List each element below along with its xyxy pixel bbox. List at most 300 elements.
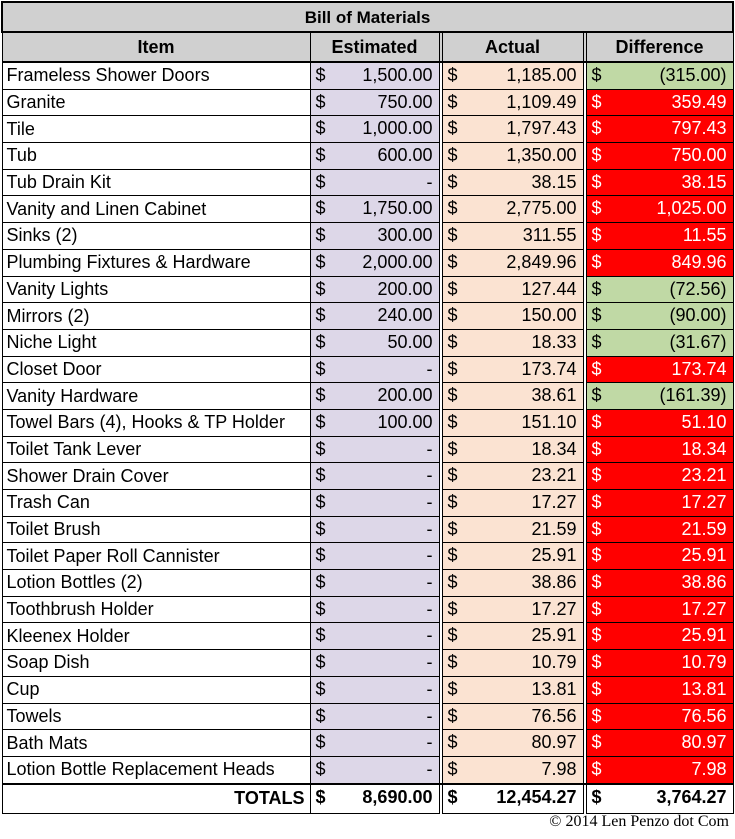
totals-difference [586,784,733,814]
currency-symbol: $ [447,545,458,566]
actual-cell [442,329,583,356]
estimated-value: 200.00 [377,385,433,406]
difference-cell [586,463,733,490]
actual-cell [442,409,583,436]
actual-cell [442,676,583,703]
currency-symbol: $ [315,705,326,726]
difference-value: 76.56 [681,705,727,726]
currency-symbol: $ [447,171,458,192]
currency-symbol: $ [315,786,326,807]
estimated-cell [310,116,439,143]
difference-value: (90.00) [669,305,727,326]
actual-value: 21.59 [531,518,577,539]
table-row [2,650,733,677]
actual-value: 311.55 [522,225,577,246]
actual-value: 151.10 [521,411,577,432]
estimated-value: - [426,652,433,673]
actual-value: 127.44 [521,278,577,299]
actual-cell [442,116,583,143]
estimated-cell [310,516,439,543]
currency-symbol: $ [315,65,326,85]
difference-cell [586,303,733,330]
currency-symbol: $ [591,598,602,619]
table-row [2,223,733,250]
difference-cell [586,116,733,143]
currency-symbol: $ [591,438,602,459]
currency-symbol: $ [315,305,326,326]
column-header-item: Item [2,32,310,62]
currency-symbol: $ [315,438,326,459]
estimated-value: - [426,492,433,512]
actual-cell [442,89,583,116]
currency-symbol: $ [315,251,326,272]
actual-cell [442,703,583,730]
currency-symbol: $ [591,732,602,753]
currency-symbol: $ [315,385,326,406]
actual-value: 38.86 [531,572,577,593]
table-row [2,623,733,650]
difference-cell [586,596,733,623]
totals-estimated-value: 8,690.00 [362,786,433,807]
currency-symbol: $ [447,145,458,166]
difference-value: 849.96 [671,251,727,272]
actual-value: 150.00 [521,305,577,326]
difference-value: (72.56) [669,278,727,299]
currency-symbol: $ [315,572,326,593]
estimated-value: 1,000.00 [362,118,433,139]
estimated-cell [310,143,439,170]
currency-symbol: $ [591,251,602,272]
difference-cell [586,543,733,570]
difference-cell [586,570,733,597]
currency-symbol: $ [315,225,326,246]
item-name: Toothbrush Holder [2,596,310,623]
difference-value: 7.98 [691,758,727,779]
table-row [2,303,733,330]
currency-symbol: $ [447,518,458,539]
currency-symbol: $ [447,758,458,779]
estimated-cell [310,730,439,757]
currency-symbol: $ [447,705,458,726]
estimated-cell [310,276,439,303]
currency-symbol: $ [591,678,602,699]
currency-symbol: $ [591,118,602,139]
estimated-cell [310,223,439,250]
materials-table [1,1,734,814]
item-name: Towels [2,703,310,730]
actual-cell [442,650,583,677]
estimated-value: - [426,171,433,192]
table-row [2,89,733,116]
item-name: Closet Door [2,356,310,383]
table-row [2,543,733,570]
table-body [2,62,733,784]
difference-cell [586,143,733,170]
currency-symbol: $ [591,758,602,779]
table-row [2,116,733,143]
actual-value: 1,350.00 [506,145,577,166]
currency-symbol: $ [591,91,602,112]
currency-symbol: $ [591,652,602,673]
actual-cell [442,623,583,650]
currency-symbol: $ [591,358,602,379]
estimated-value: 200.00 [377,278,433,299]
currency-symbol: $ [447,438,458,459]
actual-value: 80.97 [531,732,577,753]
actual-value: 1,185.00 [506,65,577,85]
table-row [2,756,733,783]
actual-value: 173.74 [521,358,577,379]
currency-symbol: $ [315,411,326,432]
currency-symbol: $ [591,198,602,219]
actual-cell [442,196,583,223]
actual-value: 1,797.43 [506,118,577,139]
difference-value: 750.00 [671,145,727,166]
currency-symbol: $ [315,625,326,646]
item-name: Cup [2,676,310,703]
item-name: Vanity Hardware [2,383,310,410]
difference-cell [586,703,733,730]
totals-estimated [310,784,439,814]
item-name: Toilet Brush [2,516,310,543]
item-name: Vanity and Linen Cabinet [2,196,310,223]
estimated-cell [310,463,439,490]
table-row [2,249,733,276]
actual-value: 2,849.96 [506,251,577,272]
actual-value: 38.15 [531,171,577,192]
currency-symbol: $ [447,225,458,246]
actual-cell [442,543,583,570]
actual-cell [442,436,583,463]
difference-cell [586,329,733,356]
currency-symbol: $ [447,572,458,593]
currency-symbol: $ [447,198,458,219]
currency-symbol: $ [591,786,602,807]
currency-symbol: $ [315,652,326,673]
table-row [2,143,733,170]
estimated-value: 1,750.00 [362,198,433,219]
difference-value: (315.00) [659,65,727,85]
item-name: Mirrors (2) [2,303,310,330]
actual-cell [442,356,583,383]
difference-value: 38.86 [681,572,727,593]
difference-cell [586,756,733,783]
actual-cell [442,570,583,597]
actual-cell [442,463,583,490]
item-name: Sinks (2) [2,223,310,250]
actual-cell [442,383,583,410]
actual-cell [442,223,583,250]
currency-symbol: $ [591,385,602,406]
actual-cell [442,169,583,196]
actual-cell [442,756,583,783]
actual-cell [442,249,583,276]
sheet-title: Bill of Materials [2,2,733,32]
actual-cell [442,730,583,757]
item-name: Kleenex Holder [2,623,310,650]
actual-cell [442,62,583,89]
currency-symbol: $ [591,572,602,593]
currency-symbol: $ [591,518,602,539]
currency-symbol: $ [447,598,458,619]
item-name: Soap Dish [2,650,310,677]
estimated-value: - [426,572,433,593]
totals-label: TOTALS [2,784,310,814]
item-name: Lotion Bottle Replacement Heads [2,756,310,783]
actual-value: 25.91 [531,545,577,566]
estimated-cell [310,62,439,89]
actual-value: 17.27 [531,492,577,512]
table-row [2,490,733,517]
currency-symbol: $ [315,492,326,512]
currency-symbol: $ [591,545,602,566]
actual-cell [442,596,583,623]
actual-value: 13.81 [531,678,577,699]
item-name: Frameless Shower Doors [2,62,310,89]
table-row [2,196,733,223]
estimated-cell [310,303,439,330]
actual-value: 18.33 [531,331,577,352]
difference-cell [586,62,733,89]
actual-cell [442,516,583,543]
currency-symbol: $ [591,145,602,166]
currency-symbol: $ [315,91,326,112]
estimated-cell [310,676,439,703]
currency-symbol: $ [315,171,326,192]
table-row [2,463,733,490]
currency-symbol: $ [315,358,326,379]
currency-symbol: $ [591,411,602,432]
estimated-value: - [426,598,433,619]
item-name: Tub [2,143,310,170]
item-name: Lotion Bottles (2) [2,570,310,597]
estimated-cell [310,356,439,383]
difference-cell [586,490,733,517]
totals-row [2,784,733,814]
actual-value: 38.61 [531,385,577,406]
actual-value: 25.91 [531,625,577,646]
difference-value: 38.15 [681,171,727,192]
actual-value: 7.98 [541,758,577,779]
currency-symbol: $ [591,171,602,192]
table-row [2,676,733,703]
currency-symbol: $ [591,305,602,326]
actual-value: 2,775.00 [506,198,577,219]
currency-symbol: $ [591,65,602,85]
difference-value: 359.49 [671,91,727,112]
difference-value: 25.91 [681,625,727,646]
estimated-cell [310,329,439,356]
item-name: Plumbing Fixtures & Hardware [2,249,310,276]
difference-cell [586,516,733,543]
currency-symbol: $ [447,625,458,646]
difference-cell [586,409,733,436]
table-row [2,62,733,89]
column-header-difference: Difference [586,32,733,62]
table-row [2,276,733,303]
item-name: Toilet Tank Lever [2,436,310,463]
estimated-cell [310,490,439,517]
table-row [2,409,733,436]
actual-value: 1,109.49 [506,91,577,112]
item-name: Granite [2,89,310,116]
currency-symbol: $ [315,518,326,539]
actual-cell [442,276,583,303]
table-row [2,169,733,196]
difference-value: 23.21 [681,465,727,486]
estimated-cell [310,756,439,783]
table-row [2,570,733,597]
difference-cell [586,276,733,303]
currency-symbol: $ [447,278,458,299]
table-row [2,383,733,410]
item-name: Towel Bars (4), Hooks & TP Holder [2,409,310,436]
currency-symbol: $ [591,492,602,512]
difference-value: 10.79 [681,652,727,673]
actual-cell [442,143,583,170]
estimated-cell [310,89,439,116]
item-name: Trash Can [2,490,310,517]
difference-cell [586,383,733,410]
difference-cell [586,89,733,116]
estimated-value: - [426,545,433,566]
currency-symbol: $ [315,145,326,166]
table-row [2,703,733,730]
currency-symbol: $ [591,465,602,486]
currency-symbol: $ [447,652,458,673]
bill-of-materials-sheet [1,1,732,814]
difference-cell [586,730,733,757]
totals-actual-value: 12,454.27 [496,786,577,807]
estimated-value: 600.00 [377,145,433,166]
estimated-value: 300.00 [377,225,433,246]
table-row [2,516,733,543]
currency-symbol: $ [447,358,458,379]
difference-cell [586,249,733,276]
estimated-value: - [426,705,433,726]
difference-value: 11.55 [682,225,727,246]
column-header-actual: Actual [442,32,583,62]
currency-symbol: $ [447,732,458,753]
currency-symbol: $ [447,492,458,512]
estimated-cell [310,623,439,650]
table-row [2,730,733,757]
currency-symbol: $ [315,118,326,139]
item-name: Bath Mats [2,730,310,757]
estimated-cell [310,596,439,623]
estimated-cell [310,650,439,677]
currency-symbol: $ [447,385,458,406]
currency-symbol: $ [447,678,458,699]
actual-cell [442,303,583,330]
estimated-value: 240.00 [377,305,433,326]
difference-value: 80.97 [681,732,727,753]
difference-value: 21.59 [681,518,727,539]
difference-cell [586,676,733,703]
difference-cell [586,436,733,463]
currency-symbol: $ [447,465,458,486]
currency-symbol: $ [315,598,326,619]
currency-symbol: $ [315,465,326,486]
currency-symbol: $ [591,331,602,352]
item-name: Shower Drain Cover [2,463,310,490]
estimated-cell [310,249,439,276]
estimated-cell [310,196,439,223]
currency-symbol: $ [315,278,326,299]
difference-cell [586,356,733,383]
item-name: Toilet Paper Roll Cannister [2,543,310,570]
currency-symbol: $ [591,705,602,726]
estimated-value: 750.00 [377,91,433,112]
currency-symbol: $ [447,251,458,272]
currency-symbol: $ [591,625,602,646]
difference-value: 173.74 [671,358,727,379]
currency-symbol: $ [315,545,326,566]
currency-symbol: $ [447,331,458,352]
item-name: Niche Light [2,329,310,356]
estimated-value: - [426,625,433,646]
currency-symbol: $ [591,225,602,246]
currency-symbol: $ [447,411,458,432]
actual-value: 18.34 [531,438,577,459]
currency-symbol: $ [447,118,458,139]
currency-symbol: $ [447,305,458,326]
totals-actual [442,784,583,814]
column-header-estimated: Estimated [310,32,439,62]
currency-symbol: $ [447,65,458,85]
totals-difference-value: 3,764.27 [656,786,727,807]
item-name: Vanity Lights [2,276,310,303]
estimated-cell [310,543,439,570]
currency-symbol: $ [591,278,602,299]
table-row [2,596,733,623]
table-row [2,329,733,356]
actual-cell [442,490,583,517]
estimated-value: - [426,358,433,379]
estimated-cell [310,169,439,196]
item-name: Tile [2,116,310,143]
estimated-value: 50.00 [387,331,433,352]
estimated-value: - [426,678,433,699]
difference-value: 17.27 [681,598,727,619]
estimated-cell [310,436,439,463]
actual-value: 76.56 [531,705,577,726]
copyright-footer: © 2014 Len Penzo dot Com [549,813,729,830]
estimated-value: - [426,758,433,779]
difference-cell [586,223,733,250]
difference-cell [586,650,733,677]
difference-value: 797.43 [671,118,727,139]
estimated-value: - [426,465,433,486]
estimated-value: - [426,518,433,539]
estimated-cell [310,409,439,436]
difference-value: 17.27 [681,492,727,512]
currency-symbol: $ [315,678,326,699]
currency-symbol: $ [447,91,458,112]
difference-value: 51.10 [681,411,727,432]
estimated-value: - [426,438,433,459]
difference-value: (161.39) [659,385,727,406]
difference-cell [586,196,733,223]
difference-value: 18.34 [681,438,727,459]
currency-symbol: $ [315,758,326,779]
estimated-value: 1,500.00 [362,65,433,85]
difference-cell [586,623,733,650]
estimated-cell [310,383,439,410]
currency-symbol: $ [315,331,326,352]
currency-symbol: $ [315,732,326,753]
difference-value: (31.67) [669,331,727,352]
